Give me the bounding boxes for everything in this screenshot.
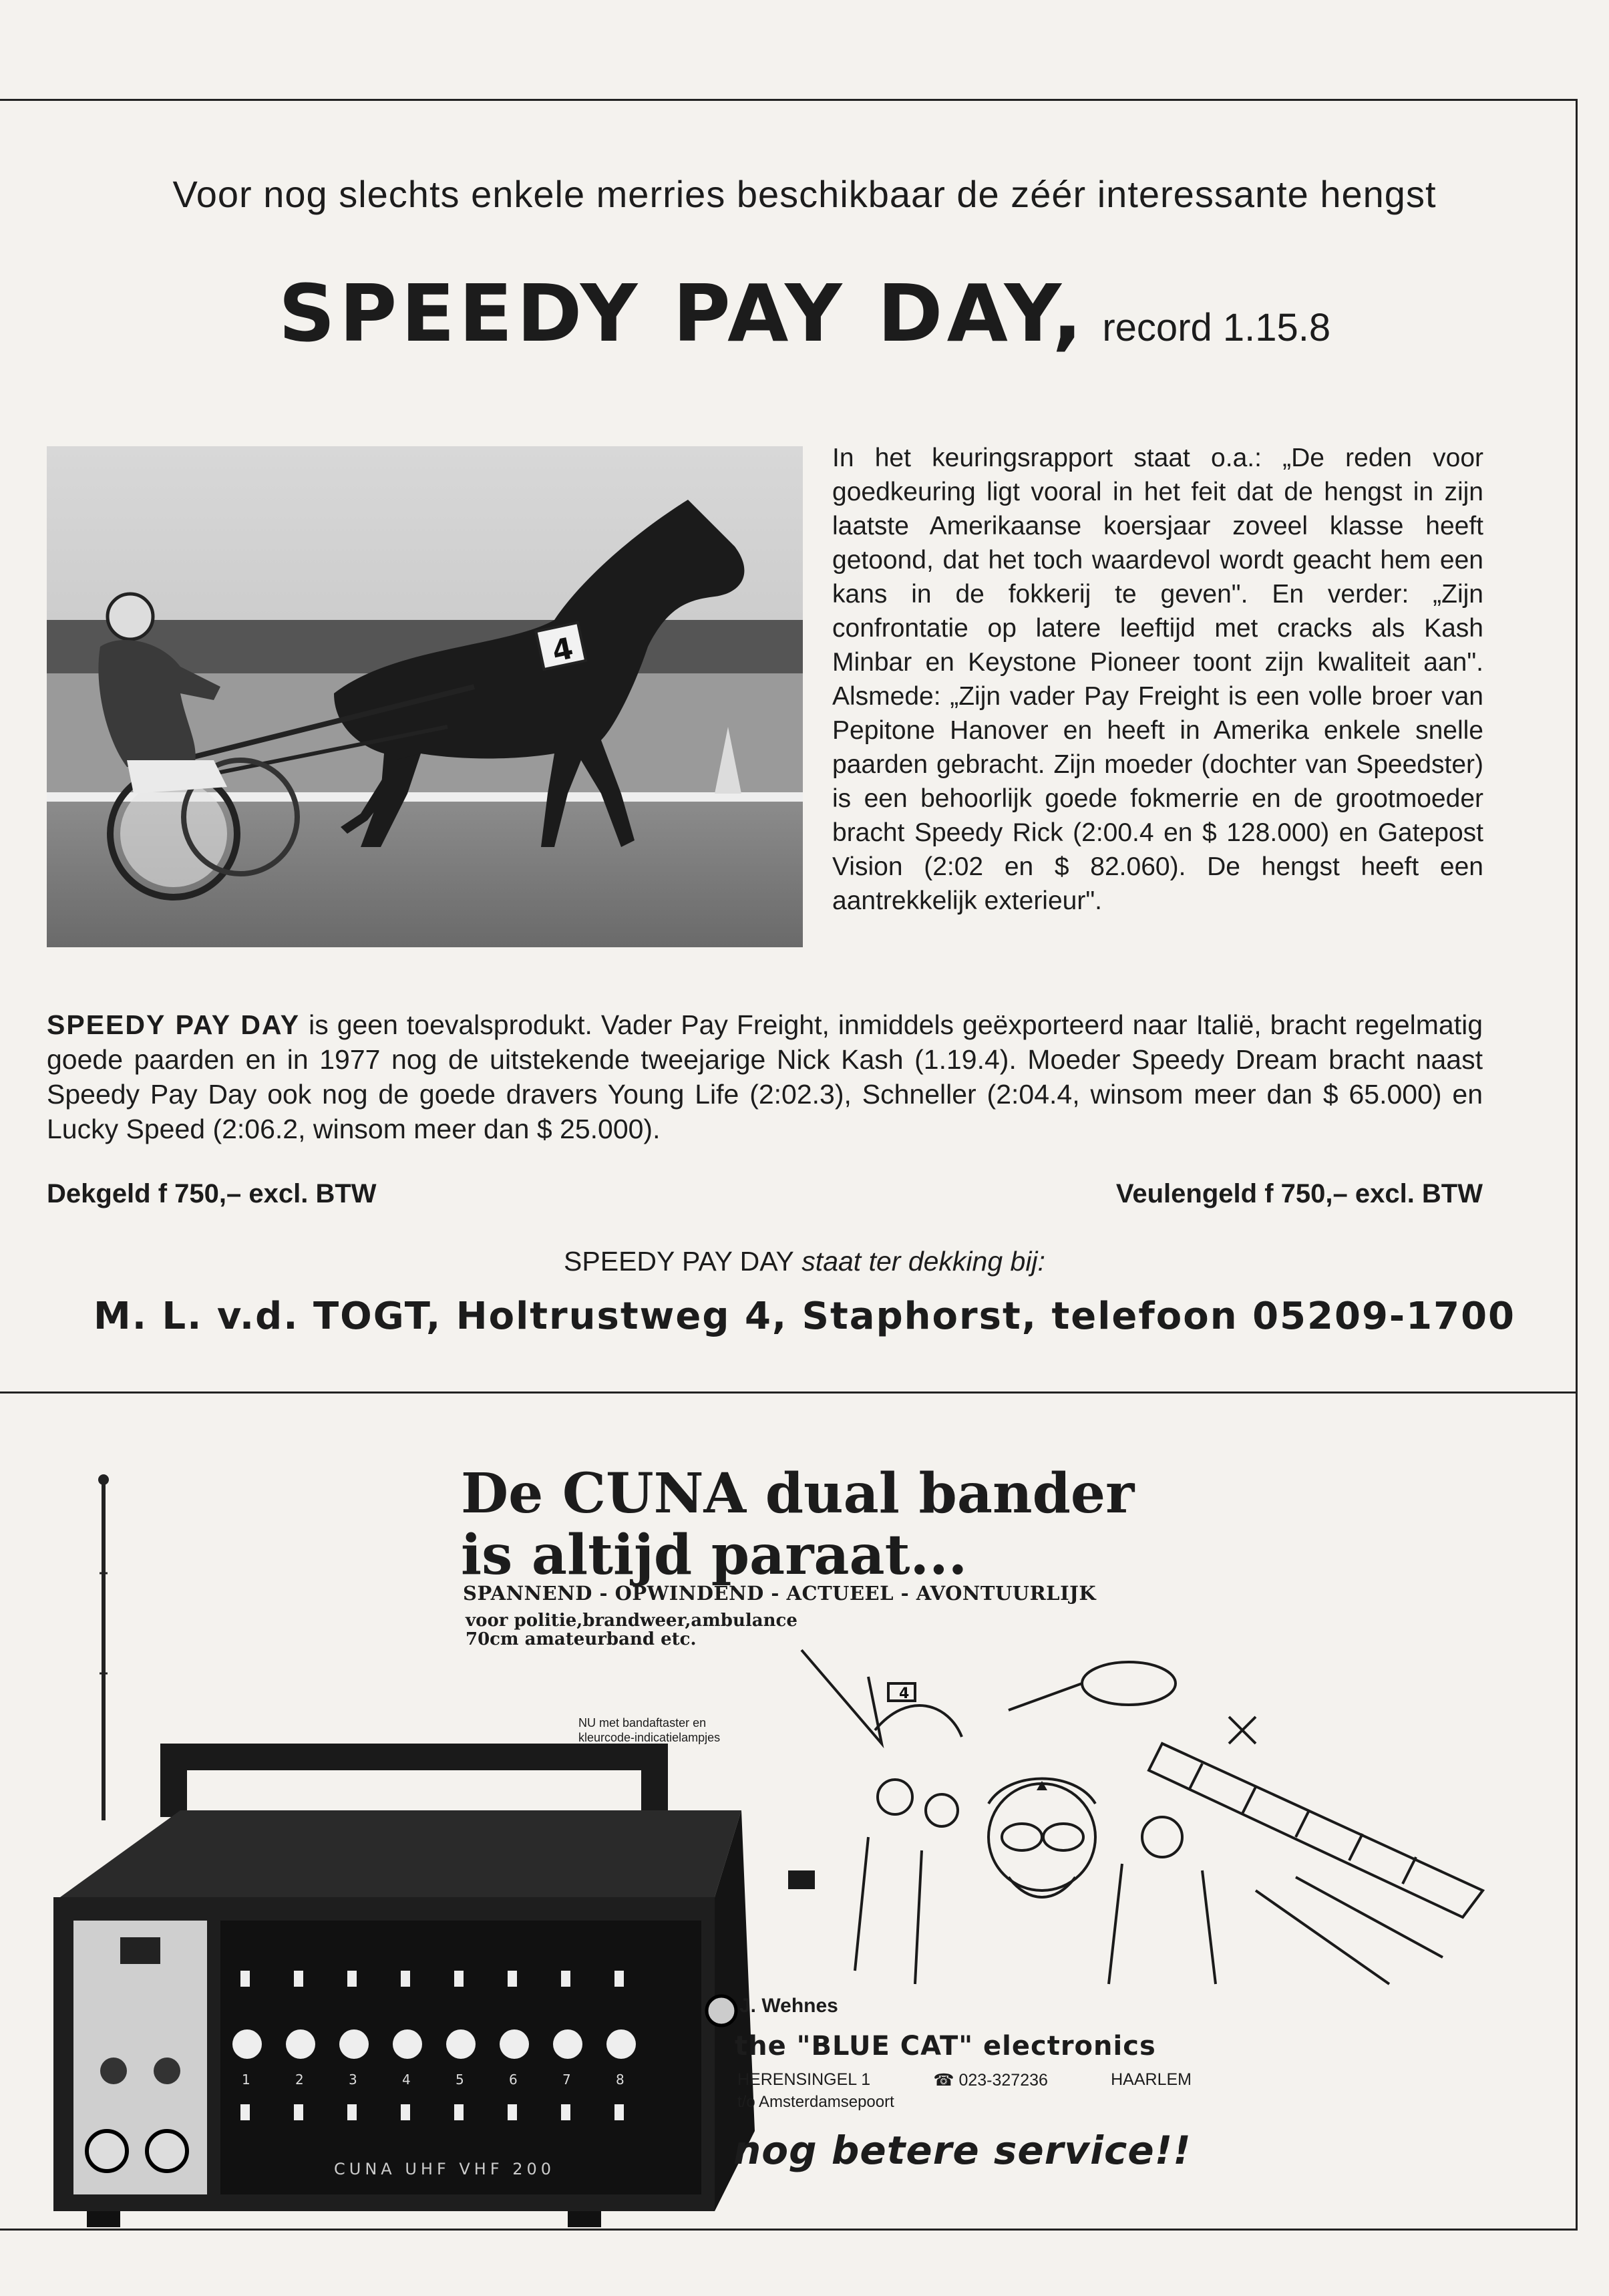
cuna-usage bbox=[466, 1611, 840, 1649]
divider-rule bbox=[0, 1391, 1578, 1393]
radio-model-label: CUNA UHF VHF 200 bbox=[334, 2160, 556, 2178]
cuna-headline-line2: is altijd paraat... bbox=[461, 1523, 968, 1587]
right-rule bbox=[1576, 99, 1578, 2230]
channel-3: 3 bbox=[349, 2072, 357, 2088]
standing-at-line bbox=[0, 1246, 1609, 1277]
dealer-street: HERENSINGEL 1 bbox=[737, 2070, 871, 2089]
dealer-address bbox=[737, 2070, 1192, 2090]
stallion-headline bbox=[0, 267, 1609, 359]
channel-7: 7 bbox=[562, 2072, 571, 2088]
saddlecloth-number: 4 bbox=[549, 631, 576, 669]
radio-note-line1: NU met bandaftaster en bbox=[578, 1716, 707, 1730]
stallion-name: SPEEDY PAY DAY, bbox=[278, 267, 1087, 359]
pedigree-name: SPEEDY PAY DAY bbox=[47, 1009, 301, 1040]
channel-4: 4 bbox=[402, 2072, 411, 2088]
channel-6: 6 bbox=[509, 2072, 518, 2088]
channel-1: 1 bbox=[242, 2072, 250, 2088]
pedigree-text: is geen toevalsprodukt. Vader Pay Freight, inmiddels geëxporteerd naar Italië, bracht regelmatig goede paarden en in 1977 nog de uitstekende tweejarige Nick Kash (1.19.4). Moeder Speedy Dream bracht naast Speedy Pay Day ook nog de goede dravers Young Life (2:02.3), Schneller (2:04.4, winsom meer dan $ 65.000) en Lucky Speed (2:06.2, winsom meer dan $ 25.000). bbox=[47, 1009, 1483, 1144]
emergency-illustration bbox=[788, 1637, 1503, 1997]
radio-note-line2: kleurcode-indicatielampjes bbox=[578, 1731, 721, 1744]
dealer-phone: ☎ 023-327236 bbox=[933, 2071, 1048, 2090]
foal-fee: Veulengeld f 750,– excl. BTW bbox=[1115, 1179, 1483, 1208]
cuna-usage-line2: 70cm amateurband etc. bbox=[466, 1629, 697, 1649]
stud-fee: Dekgeld f 750,– excl. BTW bbox=[47, 1179, 377, 1208]
standing-text: staat ter dekking bij: bbox=[793, 1246, 1045, 1277]
cuna-headline-line1: De CUNA dual bander bbox=[461, 1462, 1135, 1526]
top-rule bbox=[0, 99, 1578, 101]
dealer-city: HAARLEM bbox=[1111, 2070, 1192, 2089]
cuna-radio-scanner bbox=[47, 1730, 768, 2238]
breeder-address: M. L. v.d. TOGT, Holtrustweg 4, Staphorst, telefoon 05209-1700 bbox=[93, 1295, 1516, 1338]
trotter-photo bbox=[47, 446, 803, 947]
drawing-number: 4 bbox=[899, 1685, 910, 1702]
cuna-usage-line1: voor politie,brandweer,ambulance bbox=[466, 1611, 797, 1631]
pedigree-paragraph bbox=[47, 1007, 1483, 1146]
cuna-tagline: SPANNEND - OPWINDEND - ACTUEEL - AVONTUURLIJK bbox=[463, 1582, 1097, 1605]
inspection-report: In het keuringsrapport staat o.a.: „De reden voor goedkeuring ligt vooral in het feit dat de hengst in zijn laatste Amerikaanse koersjaar zoveel klasse heeft getoond, dat het toch waardevol wordt geacht hem een kans in de fokkerij te geven". En verder: „Zijn confrontatie op latere leeftijd met cracks als Kash Minbar en Keystone Pioneer toont zijn kwaliteit aan". Alsmede: „Zijn vader Pay Freight is een volle broer van Pepitone Hanover en heeft in Amerika enkele snelle paarden gebracht. Zijn moeder (dochter van Speedster) is een behoorlijk goede fokmerrie en de grootmoeder bracht Speedy Rick (2:00.4 en $ 128.000) en Gatepost Vision (2:02 en $ 82.060). De hengst heeft een aantrekkelijk exterieur". bbox=[832, 444, 1483, 915]
standing-name: SPEEDY PAY DAY bbox=[564, 1246, 794, 1277]
dealer-company: the "BLUE CAT" electronics bbox=[735, 2031, 1156, 2062]
dealer-owner: J. Wehnes bbox=[739, 1995, 838, 2017]
intro-line: Voor nog slechts enkele merries beschikbaar de zéér interessante hengst bbox=[172, 173, 1437, 215]
channel-2: 2 bbox=[295, 2072, 304, 2088]
channel-5: 5 bbox=[456, 2072, 464, 2088]
service-slogan: nog betere service!! bbox=[733, 2128, 1192, 2173]
channel-8: 8 bbox=[616, 2072, 624, 2088]
cuna-headline bbox=[461, 1463, 1134, 1586]
dealer-location-note: t/o Amsterdamsepoort bbox=[737, 2093, 894, 2111]
record-time: record 1.15.8 bbox=[1102, 306, 1331, 349]
